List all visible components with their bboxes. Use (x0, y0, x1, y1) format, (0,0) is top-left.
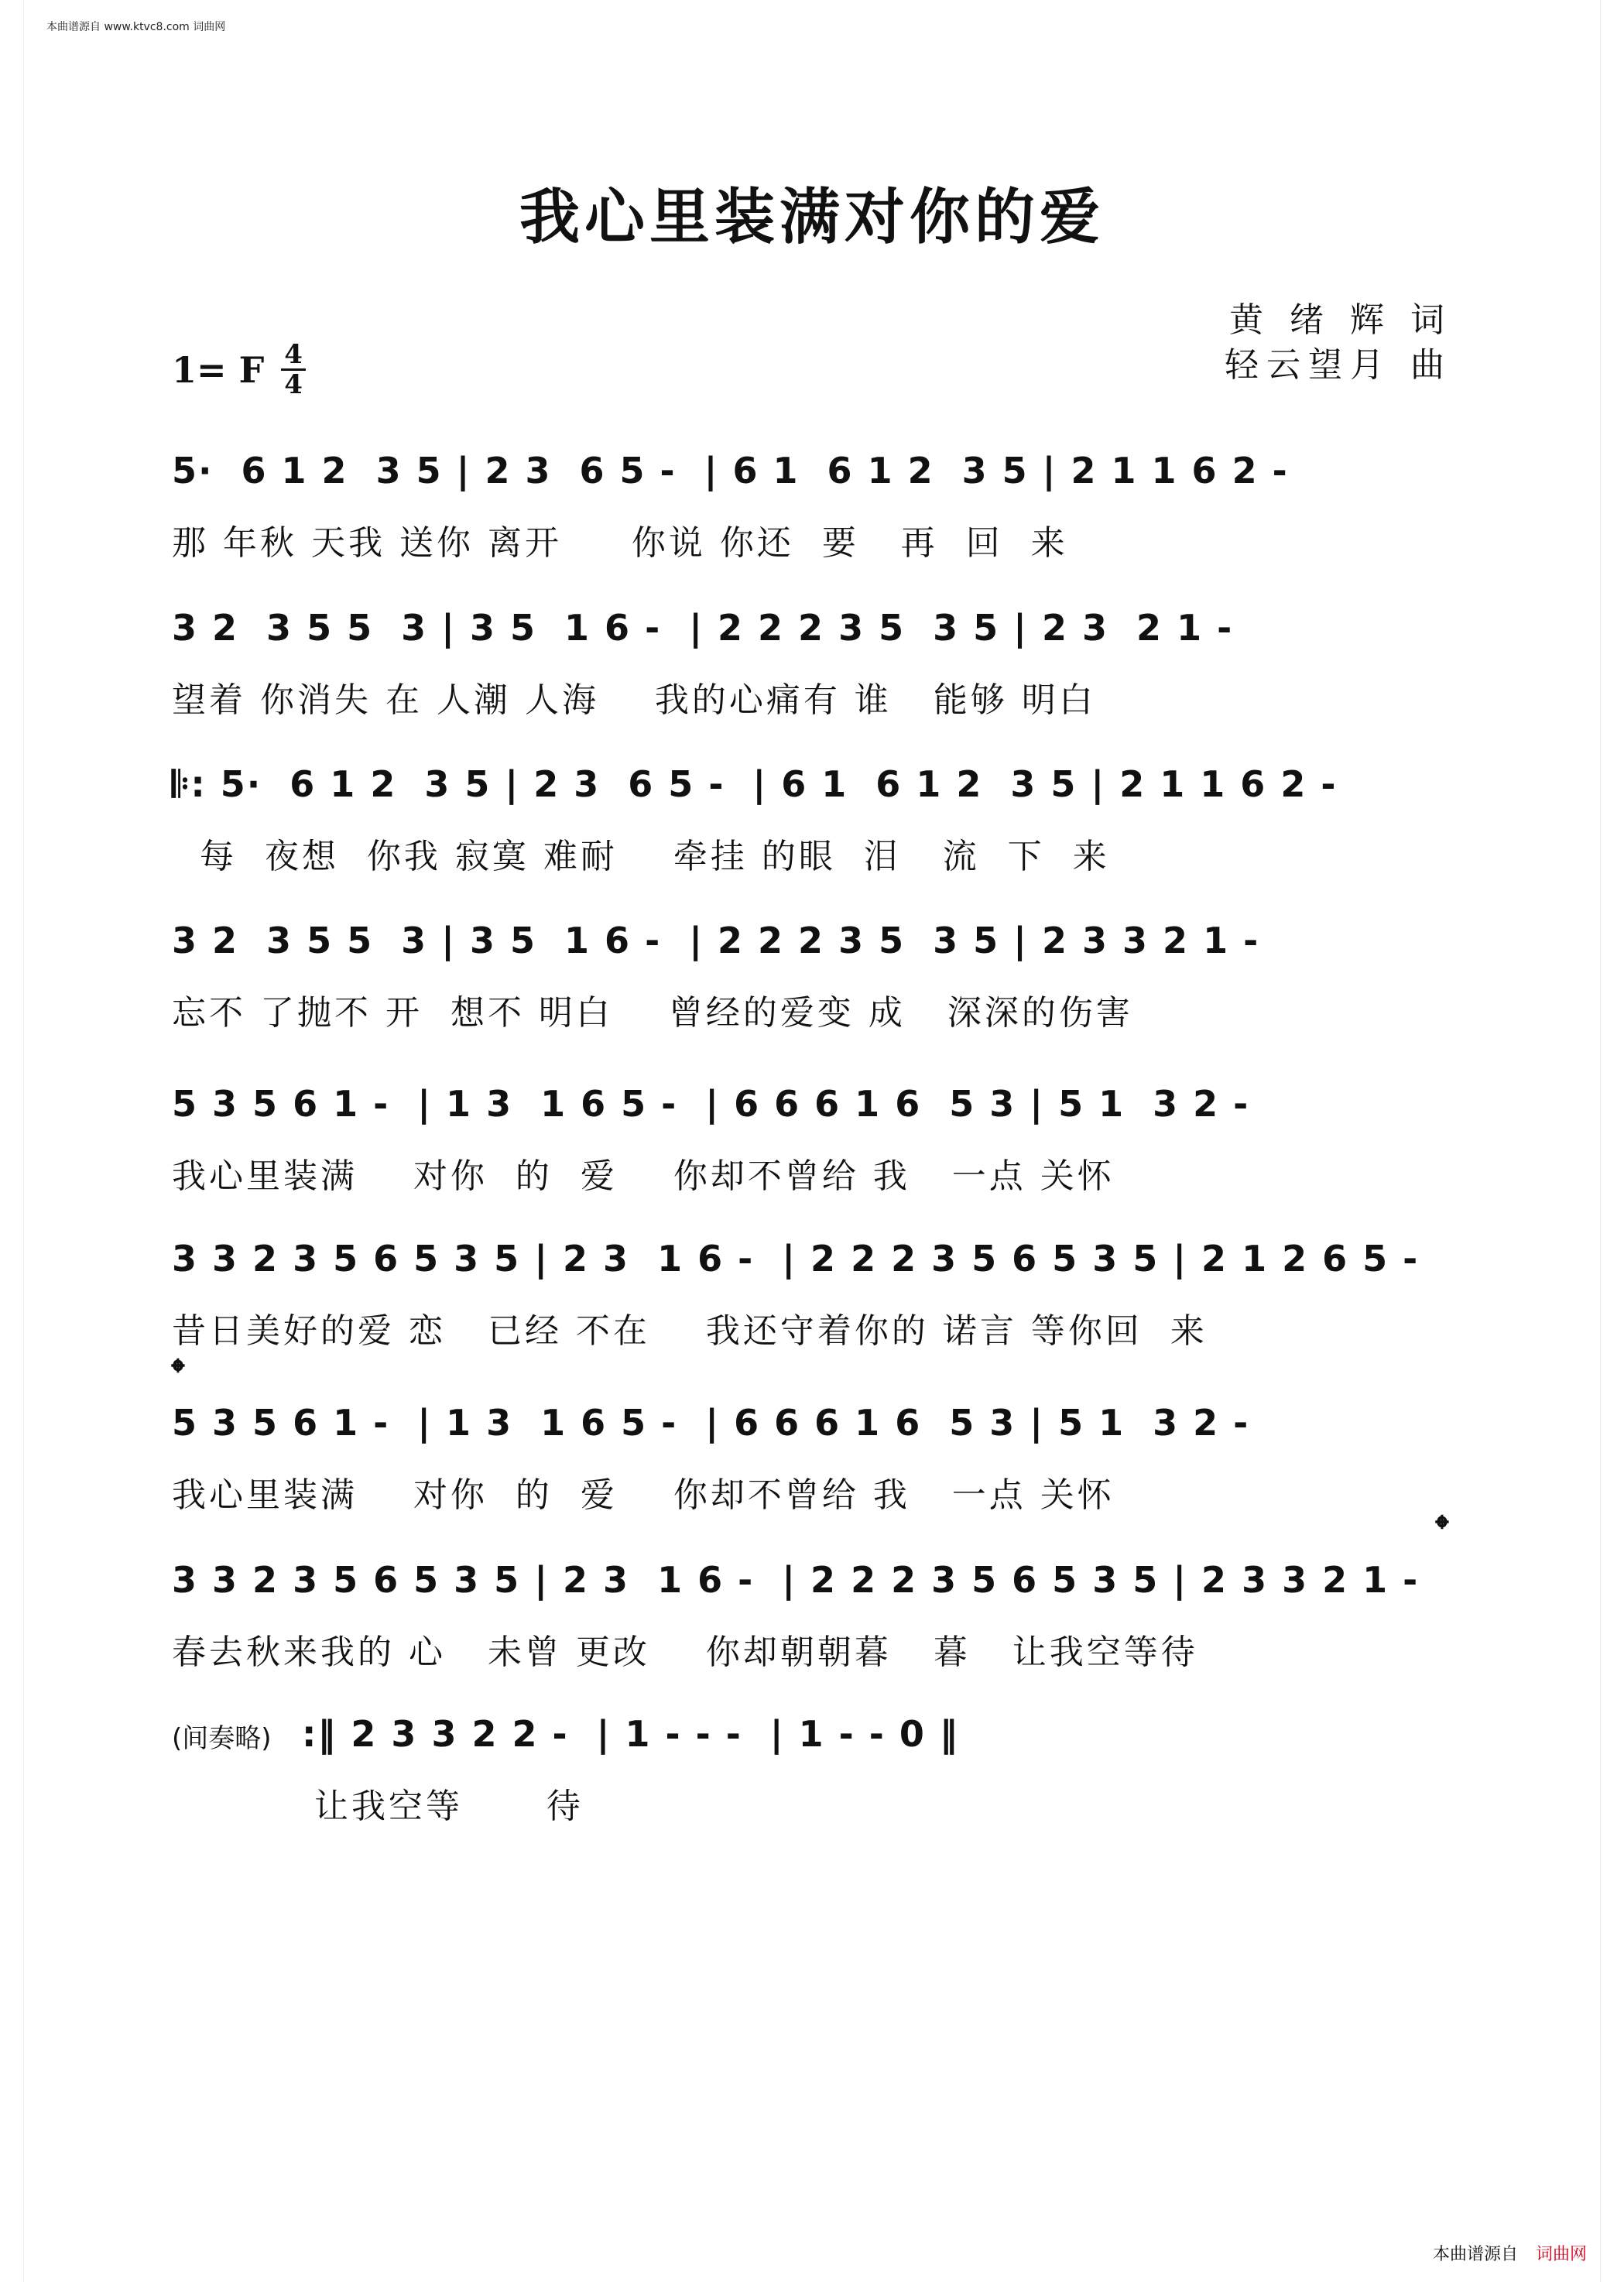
time-numerator: 4 (281, 341, 306, 371)
lyrics-line: 忘不 了抛不 开 想不 明白 曾经的爱变 成 深深的伤害 (172, 993, 1133, 1033)
lyrics-line: 我心里装满 对你 的 爱 你却不曾给 我 一点 关怀 (172, 1156, 1115, 1196)
notation-line: 3 3 2 3 5 6 5 3 5 | 2 3 1 6 - | 2 2 2 3 5 6 5 3 5 | 2 3 3 2 1 - (172, 1559, 1420, 1601)
lyrics-line: 让我空等 待 (314, 1787, 584, 1826)
key-label: 1= F (172, 348, 265, 391)
notation-line: 3 2 3 5 5 3 | 3 5 1 6 - | 2 2 2 3 5 3 5 | 2 3 3 2 1 - (172, 920, 1260, 961)
segno-icon: 𝄌 (172, 1351, 184, 1393)
time-signature (281, 341, 306, 399)
credits (1225, 298, 1452, 388)
right-margin-strip (1600, 0, 1624, 2282)
source-site: 词曲网 (1535, 2245, 1587, 2264)
source-watermark-bottom (1433, 2241, 1587, 2265)
segno-icon: 𝄌 (1436, 1507, 1448, 1549)
notation-line: 𝄆: 5· 6 1 2 3 5 | 2 3 6 5 - | 6 1 6 1 2 3 5 | 2 1 1 6 2 - (172, 763, 1338, 805)
lyrics-line: 春去秋来我的 心 未曾 更改 你却朝朝暮 暮 让我空等待 (172, 1633, 1198, 1672)
lyrics-line: 我心里装满 对你 的 爱 你却不曾给 我 一点 关怀 (172, 1475, 1115, 1515)
key-signature (172, 341, 306, 399)
lyrics-line: 那 年秋 天我 送你 离开 你说 你还 要 再 回 来 (172, 523, 1068, 563)
notation-line: 3 3 2 3 5 6 5 3 5 | 2 3 1 6 - | 2 2 2 3 5 6 5 3 5 | 2 1 2 6 5 - (172, 1238, 1420, 1280)
lyrics-line: 每 夜想 你我 寂寞 难耐 牵挂 的眼 泪 流 下 来 (172, 837, 1110, 876)
source-label: 本曲谱源自 (1432, 2245, 1518, 2264)
interlude-label: (间奏略) (172, 1723, 272, 1754)
notation-line: :‖ 2 3 3 2 2 - | 1 - - - | 1 - - 0 ‖ (302, 1713, 959, 1755)
notation-line: 5 3 5 6 1 - | 1 3 1 6 5 - | 6 6 6 1 6 5 3 | 5 1 3 2 - (172, 1402, 1250, 1444)
song-title: 我心里装满对你的爱 (519, 182, 1105, 252)
notation-line: 5· 6 1 2 3 5 | 2 3 6 5 - | 6 1 6 1 2 3 5 | 2 1 1 6 2 - (172, 450, 1289, 492)
lyrics-line: 昔日美好的爱 恋 已经 不在 我还守着你的 诺言 等你回 来 (172, 1311, 1208, 1351)
lyrics-line: 望着 你消失 在 人潮 人海 我的心痛有 谁 能够 明白 (172, 680, 1096, 720)
notation-line: 3 2 3 5 5 3 | 3 5 1 6 - | 2 2 2 3 5 3 5 | 2 3 2 1 - (172, 607, 1234, 649)
left-margin-strip (0, 0, 24, 2282)
composer: 轻云望月 曲 (1225, 345, 1452, 385)
source-watermark-top: 本曲谱源自 www.ktvc8.com 词曲网 (46, 21, 226, 33)
lyricist: 黄 绪 辉 词 (1229, 300, 1452, 340)
time-denominator: 4 (284, 369, 303, 400)
notation-line: 5 3 5 6 1 - | 1 3 1 6 5 - | 6 6 6 1 6 5 3 | 5 1 3 2 - (172, 1083, 1250, 1125)
